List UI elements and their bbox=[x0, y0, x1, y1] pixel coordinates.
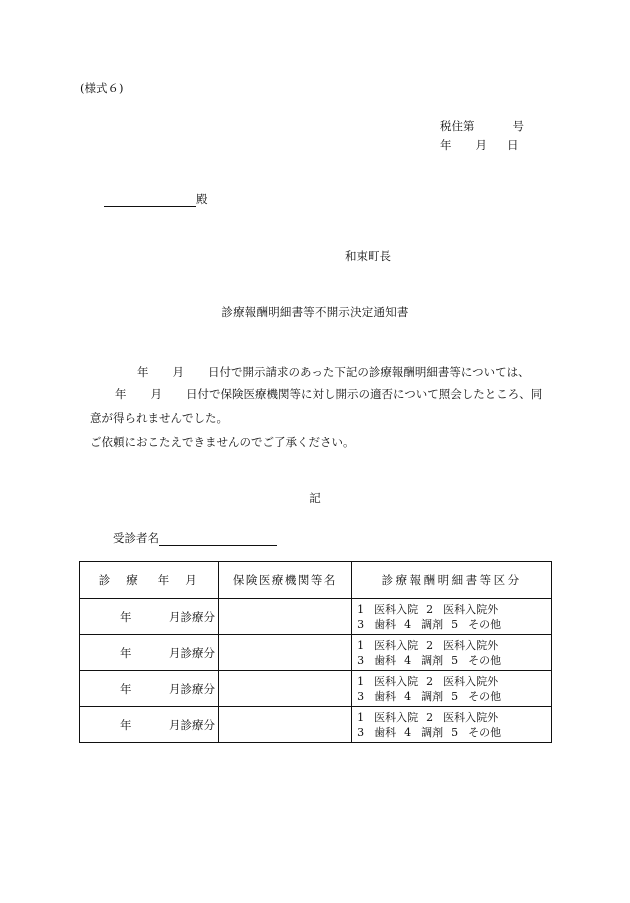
category-cell: 1 医科入院 2 医科入院外 3 歯科 4 調剤 5 その他 bbox=[352, 671, 552, 707]
issuer: 和束町長 bbox=[345, 249, 391, 263]
ki-heading: 記 bbox=[309, 491, 321, 505]
period-cell: 年 月診療分 bbox=[80, 707, 219, 743]
header-category: 診療報酬明細書等区分 bbox=[352, 562, 552, 599]
institution-cell bbox=[218, 599, 352, 635]
line2-text: 日付で保険医療機関等に対し開示の適否について照会したところ、同 bbox=[186, 387, 543, 401]
category-cell: 1 医科入院 2 医科入院外 3 歯科 4 調剤 5 その他 bbox=[352, 635, 552, 671]
document-title: 診療報酬明細書等不開示決定通知書 bbox=[221, 305, 409, 319]
patient-blank bbox=[159, 531, 277, 546]
date-day: 日 bbox=[507, 138, 519, 152]
body-line-4: ご依頼におこたえできませんのでご了承ください。 bbox=[90, 435, 355, 449]
line2-year: 年 bbox=[115, 387, 127, 401]
body-line-3: 意が得られませんでした。 bbox=[90, 411, 228, 425]
line1-month: 月 bbox=[172, 365, 184, 379]
institution-cell bbox=[218, 707, 352, 743]
body-line-2 bbox=[115, 386, 542, 402]
patient-label: 受診者名 bbox=[113, 531, 159, 545]
line2-month: 月 bbox=[150, 387, 162, 401]
claims-table bbox=[79, 561, 552, 743]
body-line-1 bbox=[137, 364, 530, 380]
table-row bbox=[80, 599, 552, 635]
institution-cell bbox=[218, 671, 352, 707]
header-institution: 保険医療機関等名 bbox=[218, 562, 352, 599]
period-cell: 年 月診療分 bbox=[80, 599, 219, 635]
period-cell: 年 月診療分 bbox=[80, 635, 219, 671]
header-period: 診 療 年 月 bbox=[80, 562, 219, 599]
line1-text: 日付で開示請求のあった下記の診療報酬明細書等については、 bbox=[208, 365, 530, 379]
addressee-blank bbox=[104, 192, 196, 207]
form-number: (様式６) bbox=[80, 81, 124, 95]
table-row bbox=[80, 635, 552, 671]
date-year: 年 bbox=[440, 138, 452, 152]
period-cell: 年 月診療分 bbox=[80, 671, 219, 707]
reference-prefix: 税住第 bbox=[440, 119, 475, 133]
table-row bbox=[80, 671, 552, 707]
addressee bbox=[104, 191, 208, 207]
date-month: 月 bbox=[475, 138, 487, 152]
institution-cell bbox=[218, 635, 352, 671]
addressee-suffix: 殿 bbox=[196, 192, 208, 206]
reference-number bbox=[440, 118, 524, 134]
category-cell: 1 医科入院 2 医科入院外 3 歯科 4 調剤 5 その他 bbox=[352, 599, 552, 635]
category-cell: 1 医科入院 2 医科入院外 3 歯科 4 調剤 5 その他 bbox=[352, 707, 552, 743]
table-header-row bbox=[80, 562, 552, 599]
patient-name bbox=[113, 530, 277, 546]
table-row bbox=[80, 707, 552, 743]
line1-year: 年 bbox=[137, 365, 149, 379]
reference-suffix: 号 bbox=[512, 119, 524, 133]
issue-date bbox=[440, 137, 519, 153]
